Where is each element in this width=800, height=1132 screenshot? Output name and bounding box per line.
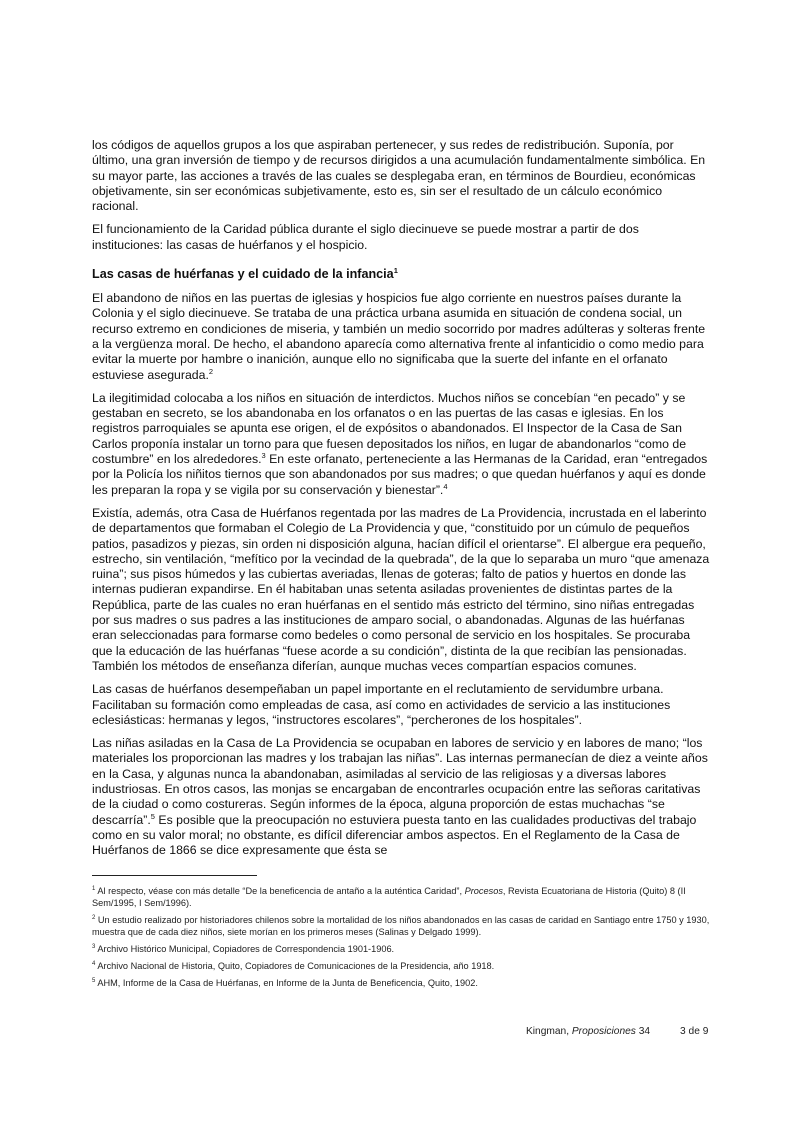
- footnote-text: Al respecto, véase con más detalle “De la beneficencia de antaño a la auténtica Caridad”,: [97, 886, 465, 896]
- footnote-ref-4[interactable]: 4: [443, 481, 448, 491]
- footnote-text-end: , Revista Ecuatoriana de Historia (Quito) 8 (II Sem/1995, I Sem/1996).: [92, 886, 686, 908]
- footnote-number: 4: [92, 960, 96, 967]
- paragraph-2: El funcionamiento de la Caridad pública durante el siglo diecinueve se puede mostrar a partir de dos instituciones: las casas de huérfanos y el hospicio.: [92, 222, 639, 252]
- footnote: [92, 977, 712, 989]
- footnote-text: Archivo Nacional de Historia, Quito, Copiadores de Comunicaciones de la Presidencia, año 1918.: [97, 961, 495, 971]
- paragraph-4-text-b: En este orfanato, perteneciente a las Hermanas de la Caridad, eran “entregados por la Policía los niñitos tiernos que son abandonados por sus madres; o que quedan huérfanos y aquí es donde les preparan la ropa y se vigila por su conservación y bienestar”.: [92, 452, 708, 497]
- footnote: [92, 960, 712, 972]
- footer-journal: Proposiciones: [571, 1026, 636, 1037]
- footnote-number: 3: [92, 943, 96, 950]
- footnote-divider: [92, 875, 257, 876]
- footnote: [92, 943, 712, 955]
- footnote: [92, 885, 712, 909]
- footnote-italic: Procesos: [464, 886, 503, 896]
- footnote-number: 5: [92, 977, 96, 984]
- footnotes: [92, 885, 712, 994]
- section-heading-text: Las casas de huérfanas y el cuidado de la infancia: [92, 267, 394, 282]
- paragraph-3-text: El abandono de niños en las puertas de iglesias y hospicios fue algo corriente en nuestros países durante la Colonia y el siglo diecinueve. Se trataba de una práctica urbana asumida en situación de condena social, un recurso extremo en condiciones de miseria, y también un medio socorrido por madres adúlteras y solteras frente a la vergüenza moral. De hecho, el abandono aparecía como alternativa frente al infanticidio o como medio para evitar la muerte por hambre o inanición, aunque ello no significaba que la suerte del infante en el orfanato estuviese asegurada.: [92, 291, 706, 382]
- footnote-text: Un estudio realizado por historiadores chilenos sobre la mortalidad de los niños abandonados en las casas de caridad en Santiago entre 1750 y 1930, muestra que de cada diez niños, siete morían en los primeros meses (Salinas y Delgado 1999).: [92, 915, 710, 937]
- paragraph-4: [92, 391, 710, 498]
- footnote: [92, 914, 712, 938]
- footnote-text: AHM, Informe de la Casa de Huérfanas, en Informe de la Junta de Beneficencia, Quito, 1902.: [97, 978, 478, 988]
- page-footer: [526, 1026, 708, 1037]
- paragraph-4-text-a: La ilegitimidad colocaba a los niños en situación de interdictos. Muchos niños se concebían “en pecado” y se gestaban en secreto, se los abandonaba en los orfanatos o en las puertas de las casas e iglesias. En los registros parroquiales se apunta ese origen, el de expósitos o abandonados. El Inspector de la Casa de San Carlos proponía instalar un torno para que fuesen depositados los niños, en lugar de abandonarlos “como de costumbre” en los alrededores.: [92, 390, 687, 467]
- footnote-ref-5[interactable]: 5: [150, 811, 155, 821]
- footer-author: Kingman,: [526, 1026, 572, 1037]
- paragraph-5: Existía, además, otra Casa de Huérfanos regentada por las madres de La Providencia, incrustada en el laberinto de departamentos que formaban el Colegio de La Providencia y que, “constituido por un cúmulo de pequeños patios, pasadizos y piezas, sin orden ni disposición alguna, hacían difícil el orientarse”. El albergue era pequeño, estrecho, sin ventilación, “mefítico por la vecindad de la quebrada”, de la que lo separaba un muro “que amenaza ruina”; sus pisos húmedos y las cubiertas averiadas, llenas de goteras; falto de patios y huertos en donde las internas pudieran expandirse. En él habitaban unas setenta asiladas provenientes de distintas partes de la República, parte de las cuales no eran huérfanas en el sentido más estricto del término, sino niñas entregadas por sus madres o sus padres a las instituciones de amparo social, o abandonadas. Algunas de las huérfanas eran seleccionadas para formarse como bedeles o como personal de servicio en los hospitales. Se procuraba que la educación de las huérfanas “fuese acorde a su condición”, distinta de la que recibían las pensionadas. También los métodos de enseñanza diferían, aunque muchas veces compartían espacios comunes.: [92, 505, 710, 673]
- page-number: 3 de 9: [680, 1026, 709, 1037]
- paragraph-7-text-b: Es posible que la preocupación no estuviera puesta tanto en las cualidades productivas del trabajo como en su valor moral; no obstante, es difícil diferenciar ambos aspectos. En el Reglamento de la Casa de Huérfanos de 1866 se dice expresamente que ésta se: [92, 812, 697, 858]
- footnote-number: 2: [92, 914, 96, 921]
- paragraph-6: Las casas de huérfanos desempeñaban un papel importante en el reclutamiento de servidumbre urbana. Facilitaban su formación como empleadas de casa, así como en actividades de servicio a las instituciones eclesiásticas: hermanas y legos, “instructores escolares”, “percherones de los hospitales”.: [92, 682, 671, 727]
- footnote-ref-2[interactable]: 2: [208, 366, 214, 376]
- footnote-ref-3[interactable]: 3: [261, 450, 266, 460]
- footnote-text: Archivo Histórico Municipal, Copiadores de Correspondencia 1901-1906.: [97, 944, 395, 954]
- document-body: [92, 138, 710, 866]
- section-heading: [92, 267, 710, 282]
- footnote-ref-1[interactable]: 1: [393, 265, 398, 275]
- paragraph-7: [92, 736, 710, 858]
- footer-issue: 34: [635, 1026, 651, 1037]
- paragraph-1: los códigos de aquellos grupos a los que aspiraban pertenecer, y sus redes de redistribución. Suponía, por último, una gran inversión de tiempo y de recursos dirigidos a una acumulación fundamentalmente simbólica. En su mayor parte, las acciones a través de las cuales se desplegaba eran, en términos de Bourdieu, económicas objetivamente, sin ser económicas subjetivamente, esto es, sin ser el resultado de un cálculo económico racional.: [92, 138, 706, 214]
- footnote-number: 1: [92, 885, 96, 892]
- paragraph-7-text-a: Las niñas asiladas en la Casa de La Providencia se ocupaban en labores de servicio y en labores de mano; “los materiales los proporcionan las madres y los trabajan las niñas”. Las internas permanecían de diez a veinte años en la Casa, y algunas nunca la abandonaban, asimiladas al servicio de las religiosas y a diversas labores industriosas. En otros casos, las monjas se encargaban de encontrarles ocupación entre las señoras caritativas de la ciudad o como costureras. Según informes de la época, alguna proporción de estas muchachas “se descarría”.: [92, 736, 708, 827]
- paragraph-3: [92, 291, 710, 383]
